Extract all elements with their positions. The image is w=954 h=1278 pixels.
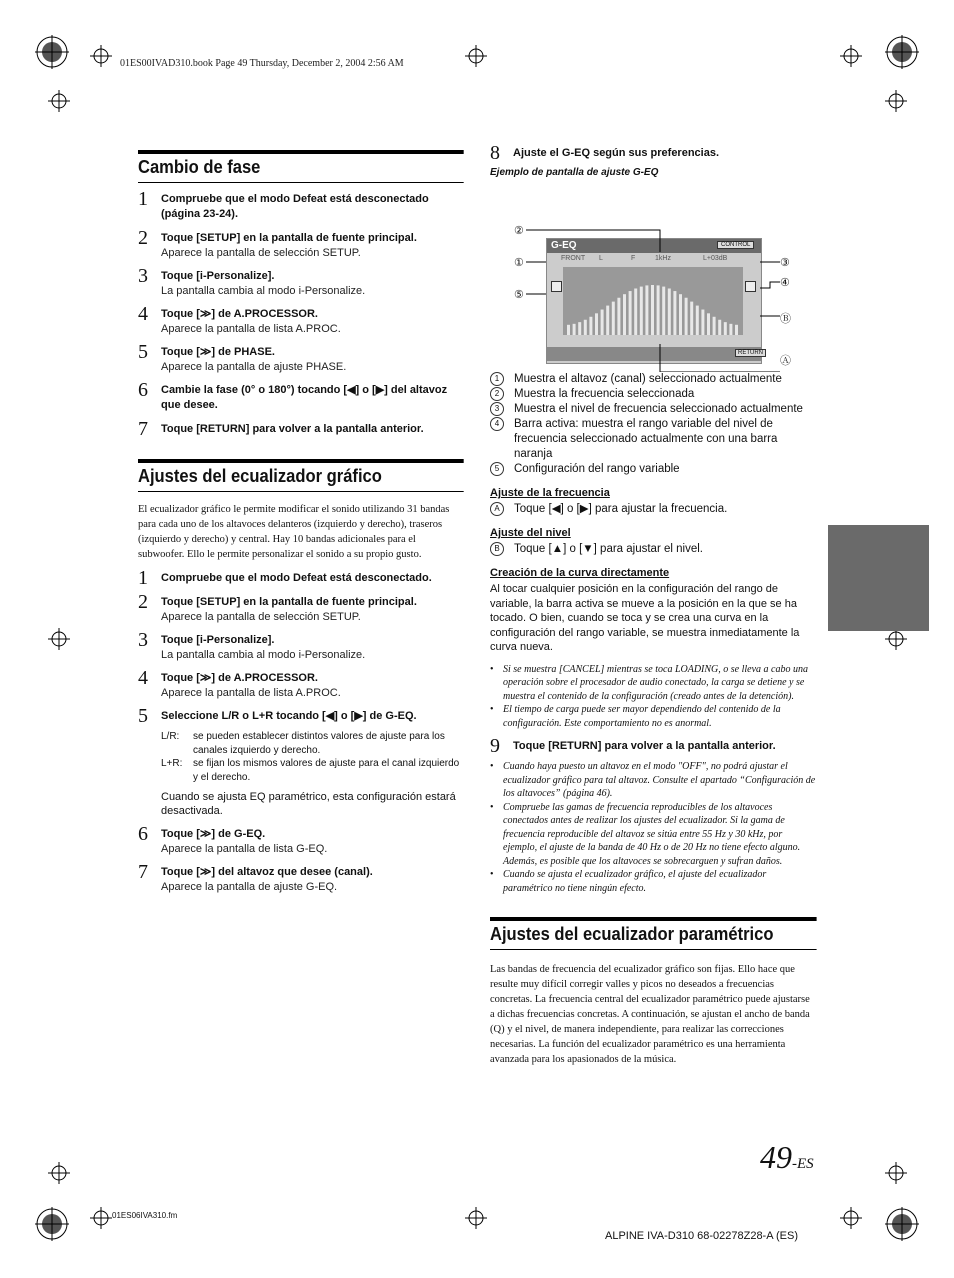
note-item: • Compruebe las gamas de frecuencia reproducibles de los altavoces conectados antes de realizar los ajustes del ecualizador. Si la gama de frecuencia reproducible del altavoz se sitúa entre 55 Hz y 30 kHz, por ejemplo, el ajuste de la banda de 40 Hz o de 20 Hz no tiene efecto alguno. Además, es posible que los altavoces se sobrecarguen y sufran daños. — [490, 801, 801, 867]
step-item: 6 Toque [≫] de G-EQ. Aparece la pantalla de lista G-EQ. — [138, 823, 328, 855]
freq-title: Ajuste de la frecuencia — [490, 487, 610, 499]
note-item: • El tiempo de carga puede ser mayor dependiendo del contenido de la configuración. Este comportamiento no es anormal. — [490, 704, 781, 729]
example-caption: Ejemplo de pantalla de ajuste G-EQ — [490, 167, 659, 178]
crosshair-mark — [48, 1162, 70, 1184]
level-title: Ajuste del nivel — [490, 527, 571, 539]
screen-f: F — [631, 255, 636, 262]
right-column — [490, 142, 817, 1067]
legend-item: 5 Configuración del rango variable — [490, 462, 817, 477]
legend-item: 4 Barra activa: muestra el rango variable del nivel de frecuencia seleccionado actualmente con una barra naranja — [490, 417, 817, 462]
section-title-peq: Ajustes del ecualizador paramétrico — [490, 917, 817, 950]
crosshair-mark — [840, 1207, 862, 1229]
screen-front: FRONT — [561, 255, 586, 262]
peq-text: Las bandas de frecuencia del ecualizador gráfico son fijas. Ello hace que resulte muy difícil corregir valles y picos no deseados a frecuencias concretas. La frecuencia central del ecualizador paramétrico puede ajustarse a dichas frecuencias concretas. A continuación, se ajustan el ancho de banda (Q) y el nivel, de manera independiente, para realizar las correcciones necesarias. La función del ecualizador paramétrico es una herramienta avanzada para los apasionados de la música. — [490, 964, 810, 1065]
callout-a-row — [490, 352, 817, 366]
section-title-geq: Ajustes del ecualizador gráfico — [138, 459, 464, 492]
page-number: 49-ES — [760, 1139, 814, 1175]
geq-steps — [138, 567, 464, 727]
screen-level: L+03dB — [703, 255, 728, 262]
callout-4: ④ — [780, 277, 790, 289]
note-item: • Cuando haya puesto un altavoz en el modo "OFF", no podrá ajustar el ecualizador gráfico para tal altavoz. Consulte el apartado “Configuración de los altavoces” (página 46). — [490, 761, 816, 799]
control-button[interactable]: CONTROL — [717, 241, 754, 249]
geq-screen-figure — [490, 182, 817, 356]
section-tab — [828, 525, 929, 631]
crosshair-mark — [465, 45, 487, 67]
callout-b: Ⓑ — [780, 313, 791, 325]
step-item: 1 Compruebe que el modo Defeat está desconectado. — [138, 567, 432, 589]
step-8: 8 Ajuste el G-EQ según sus preferencias. — [490, 142, 720, 164]
registration-mark — [885, 35, 919, 69]
note-item: • Si se muestra [CANCEL] mientras se toca LOADING, o se lleva a cabo una operación sobre el procesador de audio conectado, la carga se detiene y se muestra el contenido de la configuración (creado antes de la detención). — [490, 663, 808, 702]
curve-title: Creación de la curva directamente — [490, 567, 670, 579]
return-button[interactable]: RETURN — [735, 349, 766, 357]
legend-item: 3 Muestra el nivel de frecuencia seleccionado actualmente — [490, 402, 817, 417]
callout-lines — [490, 182, 817, 372]
step-item: 4 Toque [≫] de A.PROCESSOR. Aparece la pantalla de lista A.PROC. — [138, 667, 341, 699]
curve-text: Al tocar cualquier posición en la configuración del rango de variable, la barra activa se mueve a la posición en la que se ha tocado. O bien, cuando se toca y se crea una curva en la configuración del rango variable, se muestra inmediatamente la curva nueva. — [490, 583, 800, 653]
callout-a: Ⓐ — [780, 355, 791, 367]
left-column — [138, 150, 464, 894]
crosshair-mark — [885, 1162, 907, 1184]
registration-mark — [885, 1207, 919, 1241]
crosshair-mark — [48, 628, 70, 650]
screen-channel: L — [599, 255, 603, 262]
screen-freq: 1kHz — [655, 255, 671, 262]
note-item: • Cuando se ajusta el ecualizador gráfico, el ajuste del ecualizador paramétrico no tiene ningún efecto. — [490, 869, 767, 894]
geq-steps-b — [138, 823, 464, 894]
step-item: 7 Toque [RETURN] para volver a la pantalla anterior. — [138, 418, 424, 440]
step-item: 5 Seleccione L/R o L+R tocando [◀] o [▶] de G-EQ. — [138, 705, 417, 727]
lr-option: L+R: se fijan los mismos valores de ajuste para el canal izquierdo y el derecho. — [161, 758, 460, 783]
step-item: 3 Toque [i-Personalize]. La pantalla cambia al modo i-Personalize. — [138, 265, 366, 297]
lr-note: Cuando se ajusta EQ paramétrico, esta configuración estará desactivada. — [161, 791, 456, 817]
section-title-phase: Cambio de fase — [138, 150, 464, 183]
crosshair-mark — [48, 90, 70, 112]
level-item: B Toque [▲] o [▼] para ajustar el nivel. — [490, 542, 817, 557]
crosshair-mark — [90, 1207, 112, 1229]
lr-option: L/R: se pueden establecer distintos valores de ajuste para los canales izquierdo y derecho. — [161, 731, 445, 756]
legend-item: 1 Muestra el altavoz (canal) seleccionado actualmente — [490, 372, 817, 387]
callout-2: ② — [514, 225, 524, 237]
step-item: 2 Toque [SETUP] en la pantalla de fuente principal. Aparece la pantalla de selección SETUP. — [138, 591, 417, 623]
step-item: 1 Compruebe que el modo Defeat está desconectado (página 23-24). — [138, 188, 429, 220]
screen-title: G-EQ — [551, 240, 577, 251]
crosshair-mark — [885, 628, 907, 650]
footer-file: 01ES06IVA310.fm — [112, 1211, 178, 1220]
step-item: 6 Cambie la fase (0° o 180°) tocando [◀] o [▶] del altavoz que desee. — [138, 379, 448, 411]
step-9: 9 Toque [RETURN] para volver a la pantalla anterior. — [490, 735, 776, 757]
crosshair-mark — [840, 45, 862, 67]
book-header: 01ES00IVAD310.book Page 49 Thursday, December 2, 2004 2:56 AM — [120, 58, 404, 69]
phase-steps — [138, 188, 464, 440]
step-item: 4 Toque [≫] de A.PROCESSOR. Aparece la pantalla de lista A.PROC. — [138, 303, 341, 335]
step-item: 3 Toque [i-Personalize]. La pantalla cambia al modo i-Personalize. — [138, 629, 366, 661]
notes-1 — [490, 663, 817, 731]
step-item: 7 Toque [≫] del altavoz que desee (canal). Aparece la pantalla de ajuste G-EQ. — [138, 861, 373, 893]
callout-1: ① — [514, 257, 524, 269]
lr-options — [138, 730, 464, 818]
crosshair-mark — [465, 1207, 487, 1229]
step-item: 2 Toque [SETUP] en la pantalla de fuente principal. Aparece la pantalla de selección SETUP. — [138, 227, 417, 259]
footer-model: ALPINE IVA-D310 68-02278Z28-A (ES) — [605, 1230, 799, 1242]
crosshair-mark — [885, 90, 907, 112]
callout-5: ⑤ — [514, 289, 524, 301]
freq-item: A Toque [◀] o [▶] para ajustar la frecuencia. — [490, 502, 817, 517]
registration-mark — [35, 1207, 69, 1241]
geq-intro: El ecualizador gráfico le permite modificar el sonido utilizando 31 bandas para cada uno de los altavoces delanteros (izquierdo y derecho), traseros (izquierdo y derecho) y central. Hay 10 bandas adicionales para el subwoofer. Ello le permite personalizar el sonido a su propio gusto. — [138, 504, 450, 560]
crosshair-mark — [90, 45, 112, 67]
callout-3: ③ — [780, 257, 790, 269]
legend-item: 2 Muestra la frecuencia seleccionada — [490, 387, 817, 402]
step-item: 5 Toque [≫] de PHASE. Aparece la pantalla de ajuste PHASE. — [138, 341, 347, 373]
registration-mark — [35, 35, 69, 69]
legend-list — [490, 372, 817, 477]
notes-2 — [490, 760, 817, 895]
